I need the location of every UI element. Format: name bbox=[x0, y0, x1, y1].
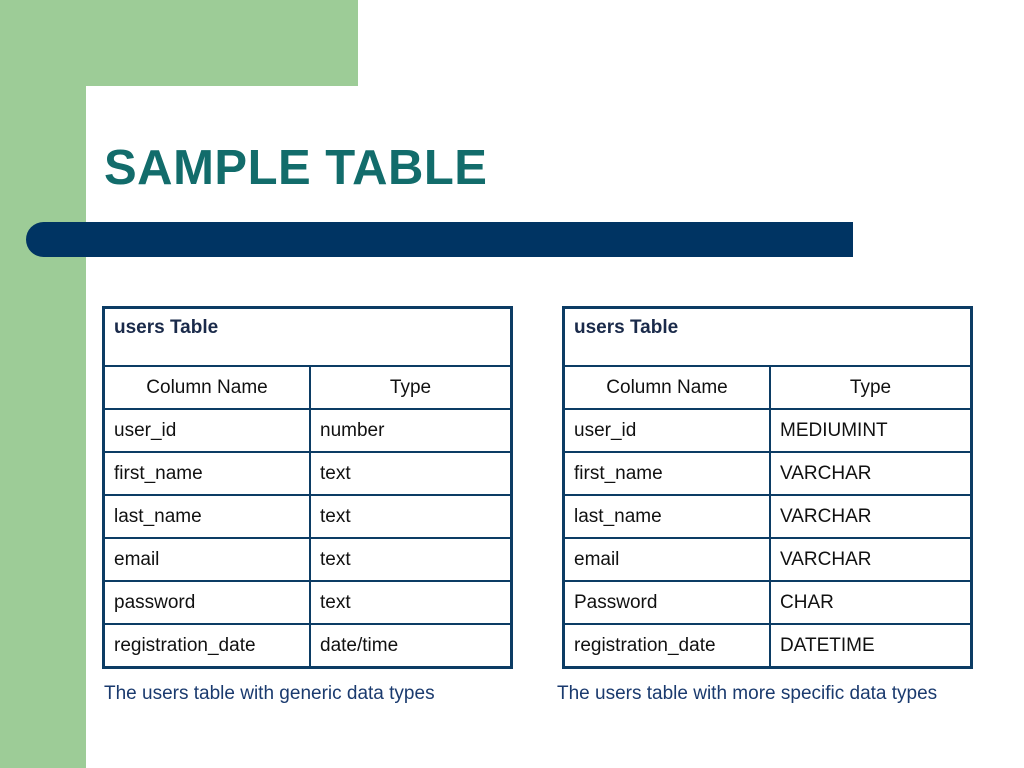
table-row bbox=[564, 581, 972, 624]
table-row bbox=[104, 452, 512, 495]
cell-column-name: email bbox=[564, 538, 771, 581]
cell-type: MEDIUMINT bbox=[770, 409, 972, 452]
cell-column-name: user_id bbox=[104, 409, 311, 452]
specific-types-table bbox=[562, 306, 973, 669]
column-header-name: Column Name bbox=[104, 366, 311, 409]
cell-type: text bbox=[310, 538, 512, 581]
cell-type: DATETIME bbox=[770, 624, 972, 668]
table-row bbox=[104, 538, 512, 581]
column-header-type: Type bbox=[310, 366, 512, 409]
table-header-row bbox=[564, 366, 972, 409]
table-row bbox=[104, 495, 512, 538]
cell-type: VARCHAR bbox=[770, 495, 972, 538]
table-heading-row bbox=[564, 308, 972, 367]
column-header-type: Type bbox=[770, 366, 972, 409]
cell-type: text bbox=[310, 452, 512, 495]
generic-table-caption: The users table with generic data types bbox=[104, 683, 435, 704]
table-row bbox=[564, 624, 972, 668]
cell-type: date/time bbox=[310, 624, 512, 668]
cell-column-name: first_name bbox=[104, 452, 311, 495]
cell-type: CHAR bbox=[770, 581, 972, 624]
side-decoration-bar bbox=[0, 0, 86, 768]
cell-column-name: registration_date bbox=[564, 624, 771, 668]
cell-column-name: user_id bbox=[564, 409, 771, 452]
cell-column-name: last_name bbox=[564, 495, 771, 538]
table-row bbox=[104, 624, 512, 668]
table-row bbox=[104, 409, 512, 452]
title-underline-bar bbox=[26, 222, 853, 257]
cell-column-name: first_name bbox=[564, 452, 771, 495]
slide-title: SAMPLE TABLE bbox=[104, 141, 488, 195]
cell-type: number bbox=[310, 409, 512, 452]
cell-type: text bbox=[310, 581, 512, 624]
cell-type: VARCHAR bbox=[770, 452, 972, 495]
table-heading-row bbox=[104, 308, 512, 367]
cell-type: text bbox=[310, 495, 512, 538]
cell-column-name: Password bbox=[564, 581, 771, 624]
table-row bbox=[104, 581, 512, 624]
generic-types-table bbox=[102, 306, 513, 669]
column-header-name: Column Name bbox=[564, 366, 771, 409]
table-row bbox=[564, 452, 972, 495]
table-heading: users Table bbox=[564, 308, 972, 367]
cell-column-name: password bbox=[104, 581, 311, 624]
cell-column-name: last_name bbox=[104, 495, 311, 538]
cell-type: VARCHAR bbox=[770, 538, 972, 581]
cell-column-name: email bbox=[104, 538, 311, 581]
top-decoration-block bbox=[86, 0, 358, 86]
table-heading: users Table bbox=[104, 308, 512, 367]
table-header-row bbox=[104, 366, 512, 409]
specific-table-caption: The users table with more specific data types bbox=[557, 683, 938, 704]
cell-column-name: registration_date bbox=[104, 624, 311, 668]
table-row bbox=[564, 495, 972, 538]
table-row bbox=[564, 409, 972, 452]
table-row bbox=[564, 538, 972, 581]
